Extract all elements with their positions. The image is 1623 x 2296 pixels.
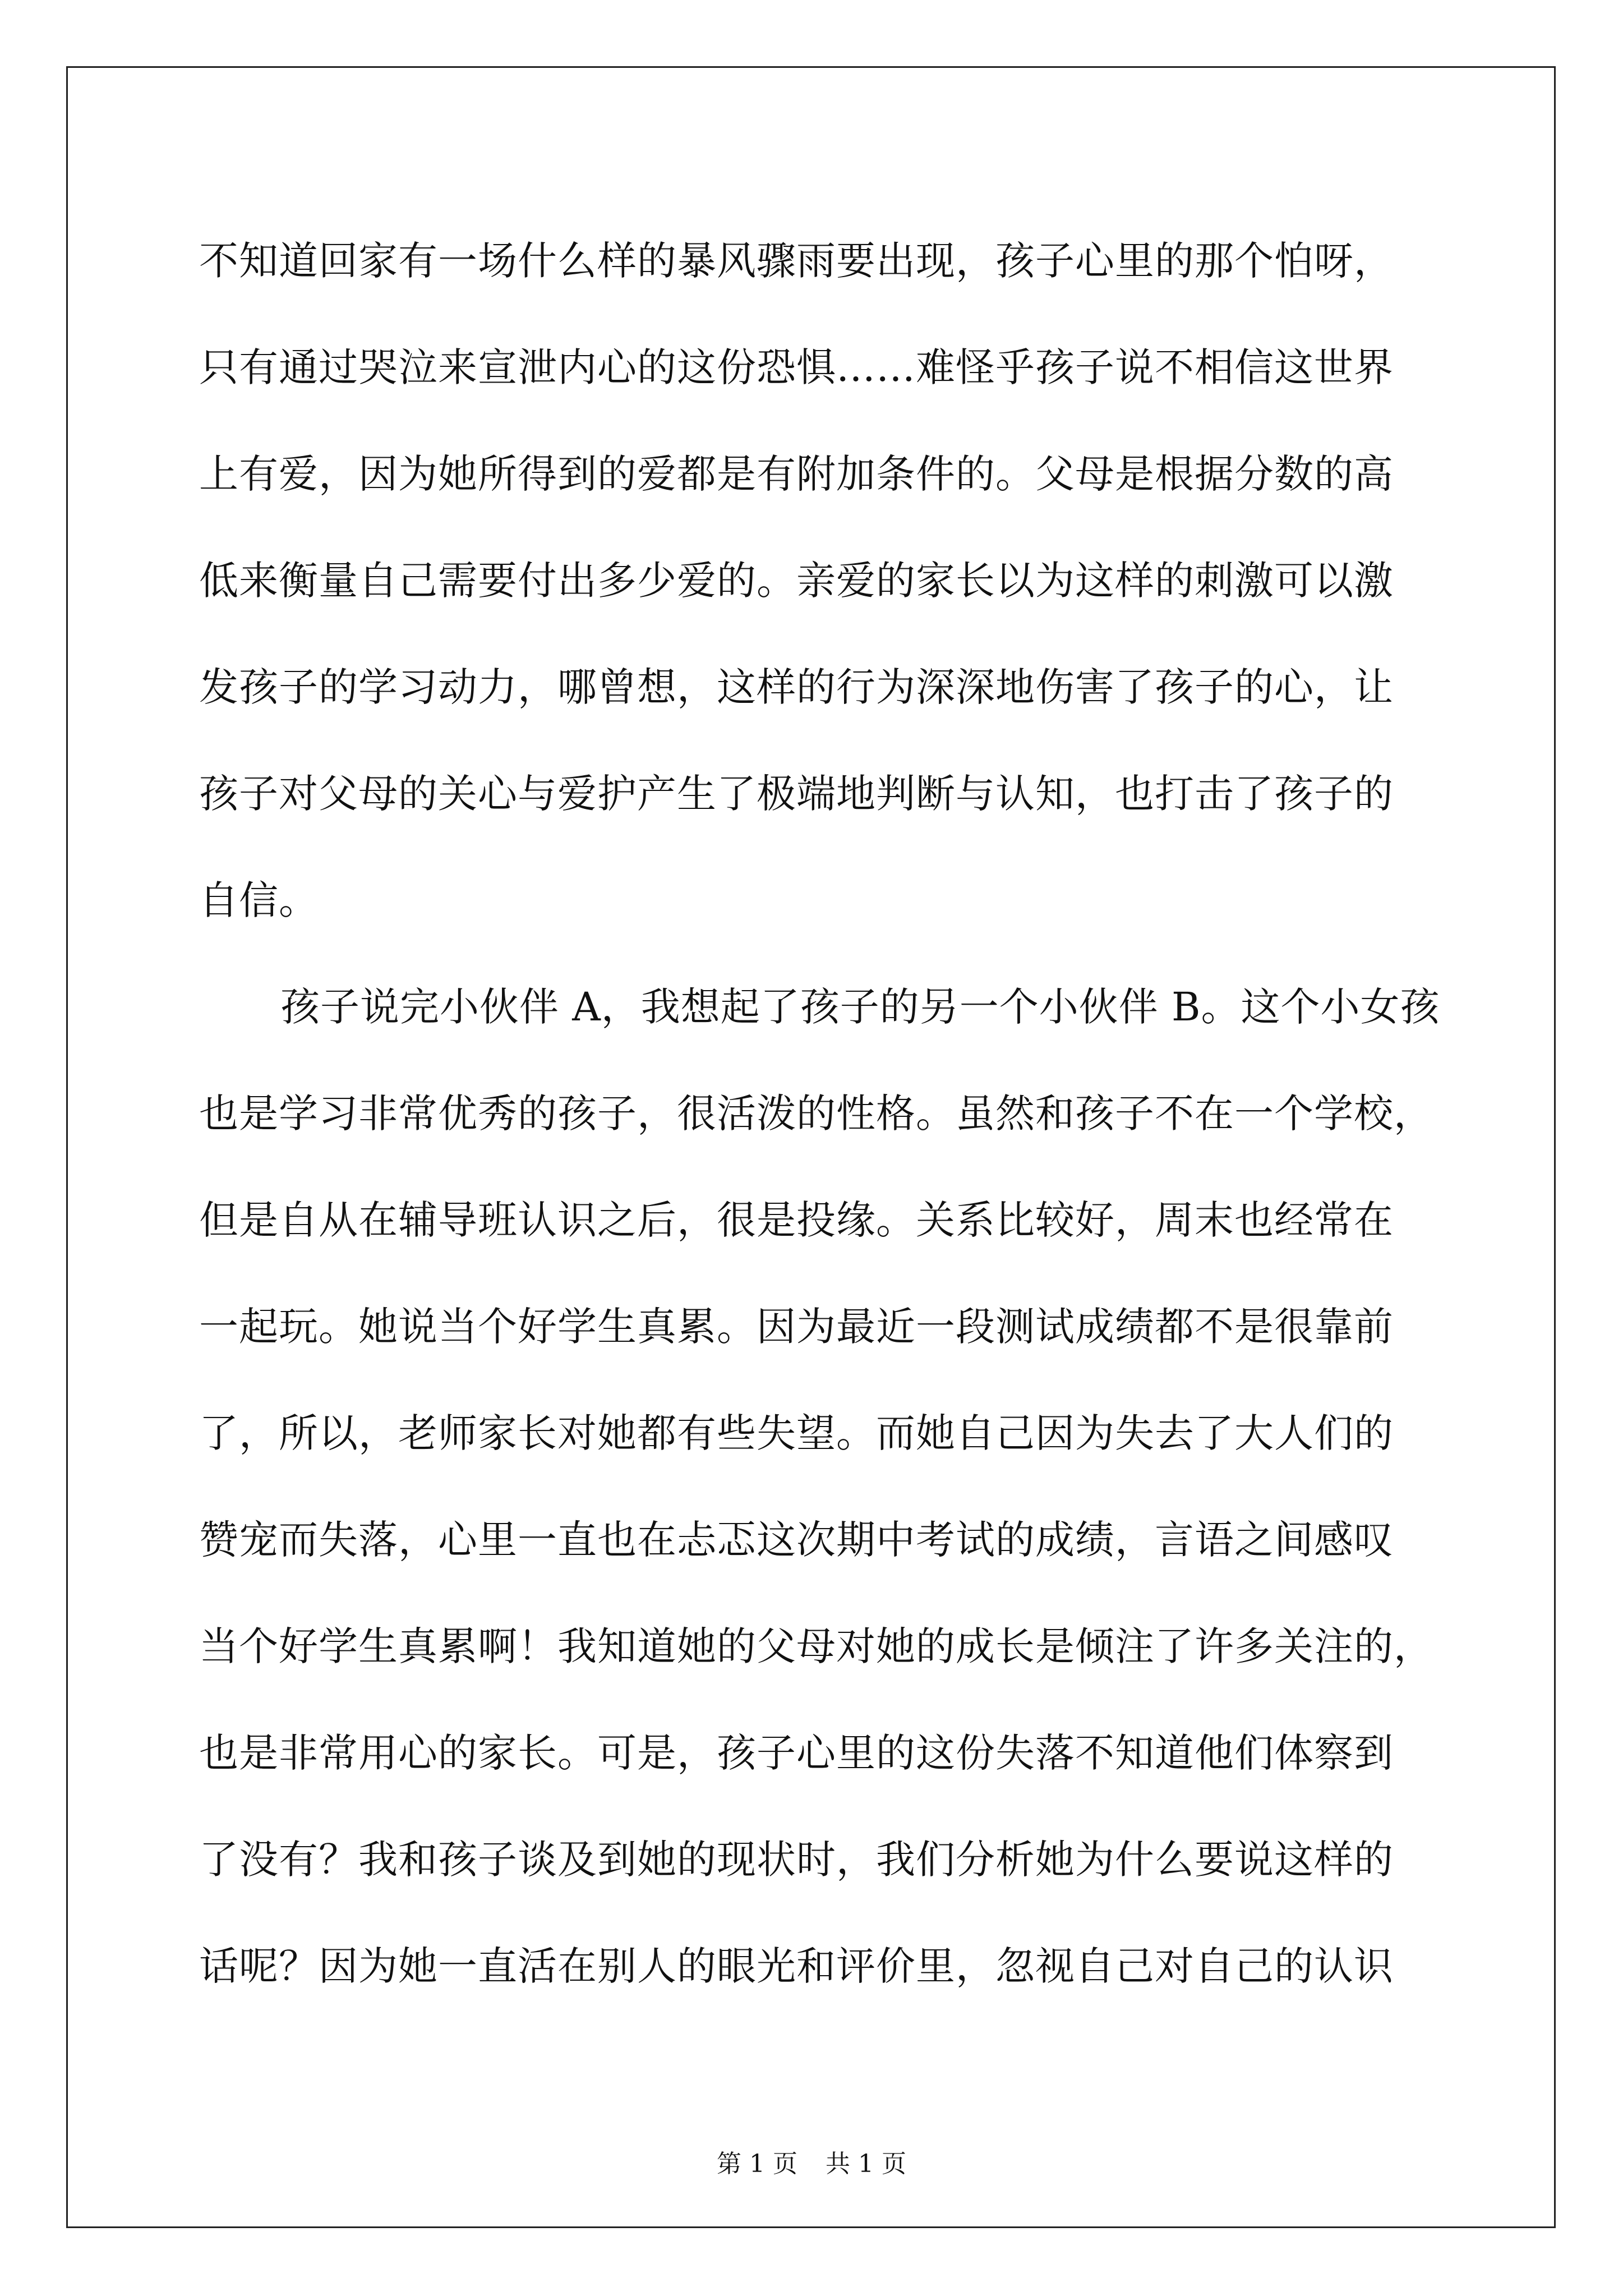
text-line: 了，所以，老师家长对她都有些失望。而她自己因为失去了大人们的 xyxy=(199,1410,1394,1456)
text-line: 孩子对父母的关心与爱护产生了极端地判断与认知，也打击了孩子的 xyxy=(199,771,1394,817)
text-line: 话呢？因为她一直活在别人的眼光和评价里，忽视自己对自己的认识 xyxy=(199,1943,1394,1989)
page-number-total: 共 1 页 xyxy=(826,2150,906,2178)
text-line: 低来衡量自己需要付出多少爱的。亲爱的家长以为这样的刺激可以激 xyxy=(199,558,1394,604)
text-line: 了没有？我和孩子谈及到她的现状时，我们分析她为什么要说这样的 xyxy=(199,1837,1394,1883)
page-number-current: 第 1 页 xyxy=(717,2150,797,2178)
text-line: 也是非常用心的家长。可是，孩子心里的这份失落不知道他们体察到 xyxy=(199,1730,1394,1776)
text-line: 上有爱，因为她所得到的爱都是有附加条件的。父母是根据分数的高 xyxy=(199,451,1394,497)
document-body xyxy=(199,208,1440,2019)
text-line: 只有通过哭泣来宣泄内心的这份恐惧……难怪乎孩子说不相信这世界 xyxy=(199,344,1394,390)
text-line: 发孩子的学习动力，哪曾想，这样的行为深深地伤害了孩子的心，让 xyxy=(199,664,1394,710)
page-footer xyxy=(0,2147,1623,2181)
text-line: 赞宠而失落，心里一直也在忐忑这次期中考试的成绩，言语之间感叹 xyxy=(199,1517,1394,1563)
text-line: 自信。 xyxy=(199,877,319,923)
paragraph-start-line: 孩子说完小伙伴 A，我想起了孩子的另一个小伙伴 B。这个小女孩 xyxy=(280,984,1440,1030)
text-line: 但是自从在辅导班认识之后，很是投缘。关系比较好，周末也经常在 xyxy=(199,1197,1394,1243)
text-line: 不知道回家有一场什么样的暴风骤雨要出现，孩子心里的那个怕呀， xyxy=(199,238,1394,284)
text-line: 当个好学生真累啊！我知道她的父母对她的成长是倾注了许多关注的， xyxy=(199,1623,1433,1669)
text-line: 一起玩。她说当个好学生真累。因为最近一段测试成绩都不是很靠前 xyxy=(199,1304,1394,1350)
text-line: 也是学习非常优秀的孩子，很活泼的性格。虽然和孩子不在一个学校， xyxy=(199,1091,1433,1137)
